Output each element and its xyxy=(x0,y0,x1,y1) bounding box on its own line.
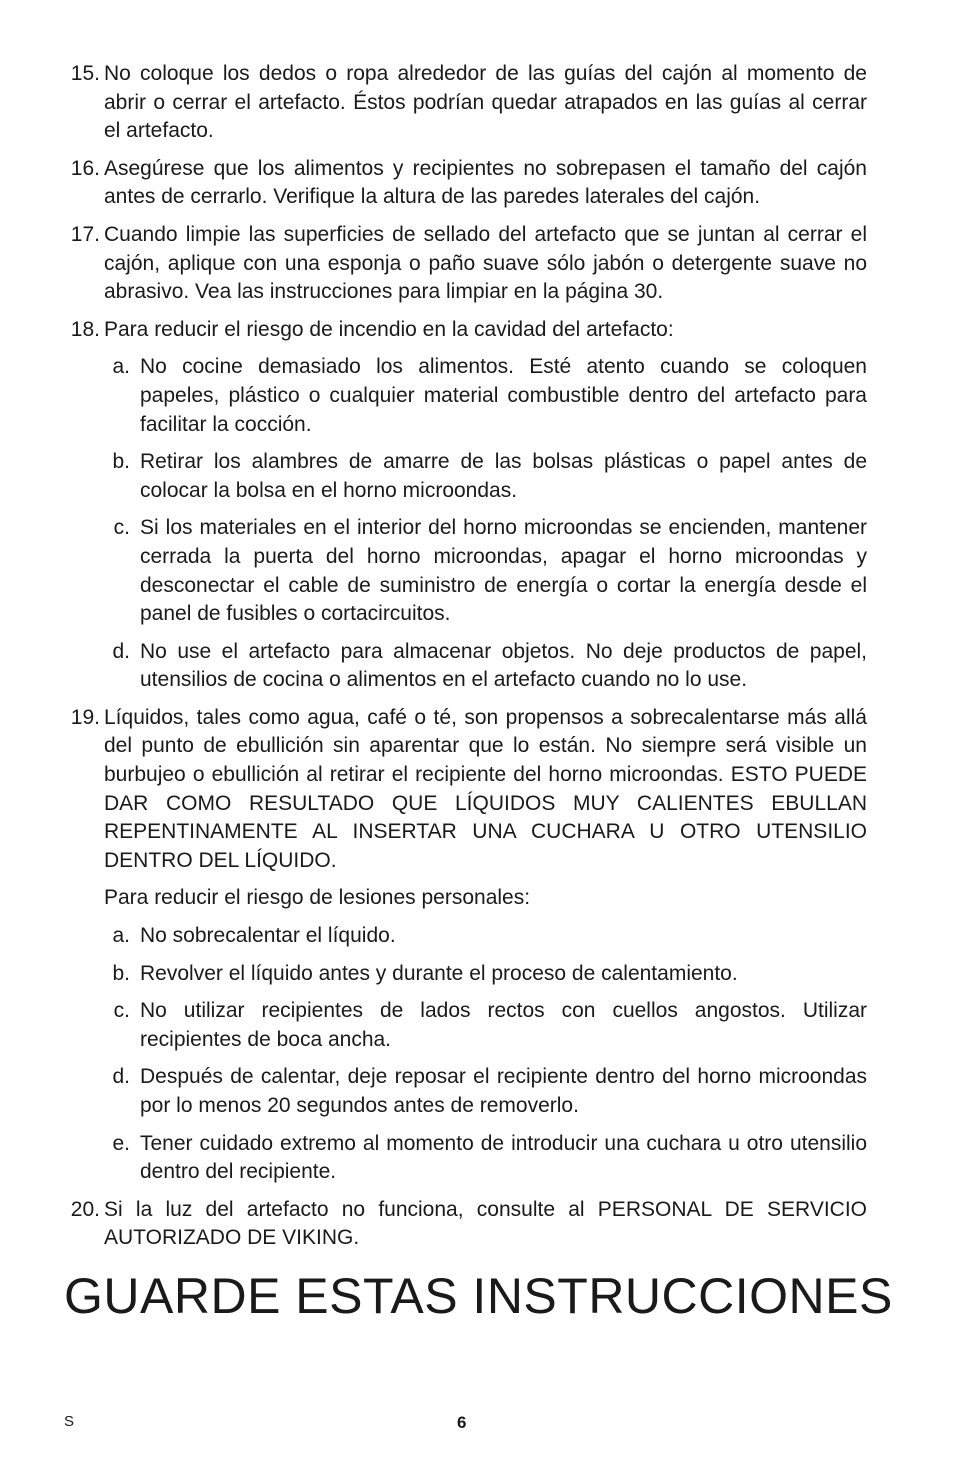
item-number: 17. xyxy=(70,222,100,246)
sub-item-18b xyxy=(64,448,867,505)
sub-item-text: No sobrecalentar el líquido. xyxy=(140,924,396,948)
sub-item-text: Si los materiales en el interior del horno microondas se encienden, mantener cerrada la puerta del horno microondas, apagar el horno microondas y desconectar el cable de suministro de energía o cortar la energía desde el panel de fusibles o cortacircuitos. xyxy=(140,516,867,626)
item-number: 19. xyxy=(70,705,100,729)
item-19-intro: Para reducir el riesgo de lesiones personales: xyxy=(104,886,531,910)
list-item-18 xyxy=(64,316,867,345)
sub-item-text: Después de calentar, deje reposar el recipiente dentro del horno microondas por lo menos 20 segundos antes de removerlo. xyxy=(140,1065,867,1117)
item-number: 20. xyxy=(70,1197,100,1221)
sub-item-letter: b. xyxy=(112,450,130,474)
sub-item-18c xyxy=(64,514,867,628)
sub-item-letter: d. xyxy=(112,639,130,663)
sub-item-letter: a. xyxy=(112,924,130,948)
sub-item-text: Tener cuidado extremo al momento de introducir una cuchara u otro utensilio dentro del recipiente. xyxy=(140,1131,867,1184)
sub-item-letter: e. xyxy=(112,1131,130,1155)
sub-item-19c xyxy=(64,997,867,1054)
sub-item-text: No utilizar recipientes de lados rectos con cuellos angostos. Utilizar recipientes de boca ancha. xyxy=(140,999,867,1051)
sub-item-text: Retirar los alambres de amarre de las bolsas plásticas o papel antes de colocar la bolsa en el horno microondas. xyxy=(140,450,867,502)
page-heading: GUARDE ESTAS INSTRUCCIONES xyxy=(64,1267,893,1324)
list-item-19 xyxy=(64,704,867,876)
sub-item-18d xyxy=(64,638,867,695)
sub-item-letter: c. xyxy=(113,999,130,1023)
item-number: 18. xyxy=(70,317,100,341)
item-text: Líquidos, tales como agua, café o té, son propensos a sobrecalentarse más allá del punto de ebullición sin aparentar que lo están. No siempre será visible un burbujeo o ebullición al retirar el recipiente del horno microondas. ESTO PUEDE DAR COMO RESULTADO QUE LÍQUIDOS MUY CALIENTES EBULLAN REPENTINAMENTE AL INSERTAR UNA CUCHARA U OTRO UTENSILIO DENTRO DEL LÍQUIDO. xyxy=(104,705,867,872)
sub-item-letter: d. xyxy=(112,1065,130,1089)
item-text: Cuando limpie las superficies de sellado del artefacto que se juntan al cerrar el cajón, aplique con una esponja o paño suave sólo jabón o detergente suave no abrasivo. Vea las instrucciones para limpiar en la página 30. xyxy=(104,222,867,304)
sub-item-19e xyxy=(64,1130,867,1187)
item-text: No coloque los dedos o ropa alrededor de las guías del cajón al momento de abrir o cerrar el artefacto. Éstos podrían quedar atrapados en las guías al cerrar el artefacto. xyxy=(104,62,867,143)
sub-item-letter: b. xyxy=(112,961,130,985)
sub-item-19d xyxy=(64,1063,867,1120)
item-number: 16. xyxy=(70,156,100,180)
sub-item-19b xyxy=(64,960,867,989)
document-body xyxy=(64,60,893,1325)
footer-language-code: S xyxy=(64,1413,75,1430)
list-item-15 xyxy=(64,60,867,146)
sub-item-19a xyxy=(64,922,867,951)
item-text: Si la luz del artefacto no funciona, consulte al PERSONAL DE SERVICIO AUTORIZADO DE VIKING. xyxy=(104,1197,867,1250)
list-item-20 xyxy=(64,1196,867,1253)
sub-item-letter: a. xyxy=(112,355,130,379)
item-number: 15. xyxy=(70,62,100,85)
list-item-17 xyxy=(64,221,867,307)
item-text: Asegúrese que los alimentos y recipientes no sobrepasen el tamaño del cajón antes de cerrarlo. Verifique la altura de las paredes laterales del cajón. xyxy=(104,156,867,209)
sub-item-text: Revolver el líquido antes y durante el proceso de calentamiento. xyxy=(140,961,738,985)
item-text: Para reducir el riesgo de incendio en la cavidad del artefacto: xyxy=(104,317,674,341)
page-number: 6 xyxy=(457,1413,467,1432)
sub-item-text: No use el artefacto para almacenar objetos. No deje productos de papel, utensilios de cocina o alimentos en el artefacto cuando no lo use. xyxy=(140,639,867,692)
sub-item-letter: c. xyxy=(113,516,130,540)
sub-item-18a xyxy=(64,353,867,439)
list-item-16 xyxy=(64,155,867,212)
sub-item-text: No cocine demasiado los alimentos. Esté atento cuando se coloquen papeles, plástico o cualquier material combustible dentro del artefacto para facilitar la cocción. xyxy=(140,355,867,436)
